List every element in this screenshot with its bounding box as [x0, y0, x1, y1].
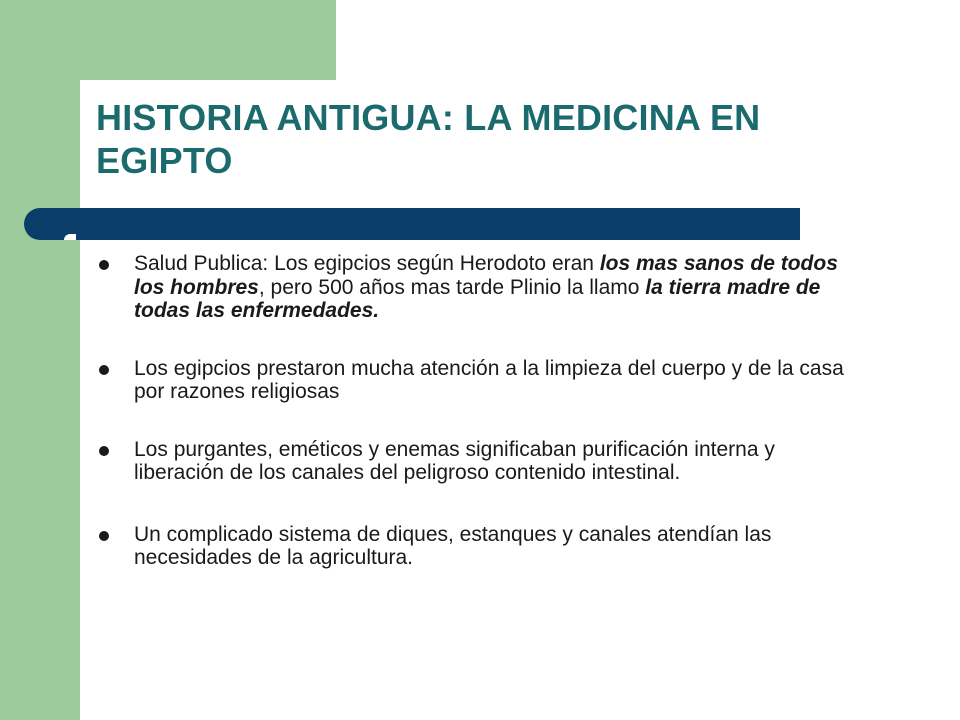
green-accent-top [80, 0, 336, 80]
bullet-text-plain: Los purgantes, eméticos y enemas significaban purificación interna y liberación de los canales del peligroso contenido intestinal. [134, 437, 775, 484]
bullet-dot-icon [99, 260, 109, 270]
bullet-text-plain: Salud Publica: Los egipcios según Herodoto eran [134, 252, 600, 275]
divider-notch [64, 234, 76, 240]
bullet-text-plain: , pero 500 años mas tarde Plinio la llamo [258, 275, 646, 299]
bullet-dot-icon [99, 446, 109, 456]
bullet-item [98, 523, 858, 570]
bullet-text-plain: Los egipcios prestaron mucha atención a la limpieza del cuerpo y de la casa por razones religiosas [134, 356, 844, 403]
bullet-list [98, 252, 858, 604]
bullet-item [98, 252, 858, 323]
slide-title: HISTORIA ANTIGUA: LA MEDICINA EN EGIPTO [96, 97, 761, 181]
bullet-dot-icon [99, 531, 109, 541]
green-accent-column [0, 0, 80, 720]
bullet-text-plain: Un complicado sistema de diques, estanques y canales atendían las necesidades de la agricultura. [134, 522, 772, 569]
bullet-dot-icon [99, 365, 109, 375]
bullet-item [98, 357, 858, 404]
title-divider-bar [24, 208, 800, 240]
bullet-text-emphasis: los mas sanos de todos los hombres [134, 252, 838, 299]
bullet-text-emphasis: la tierra madre de todas las enfermedades. [134, 275, 821, 322]
bullet-item [98, 438, 858, 485]
